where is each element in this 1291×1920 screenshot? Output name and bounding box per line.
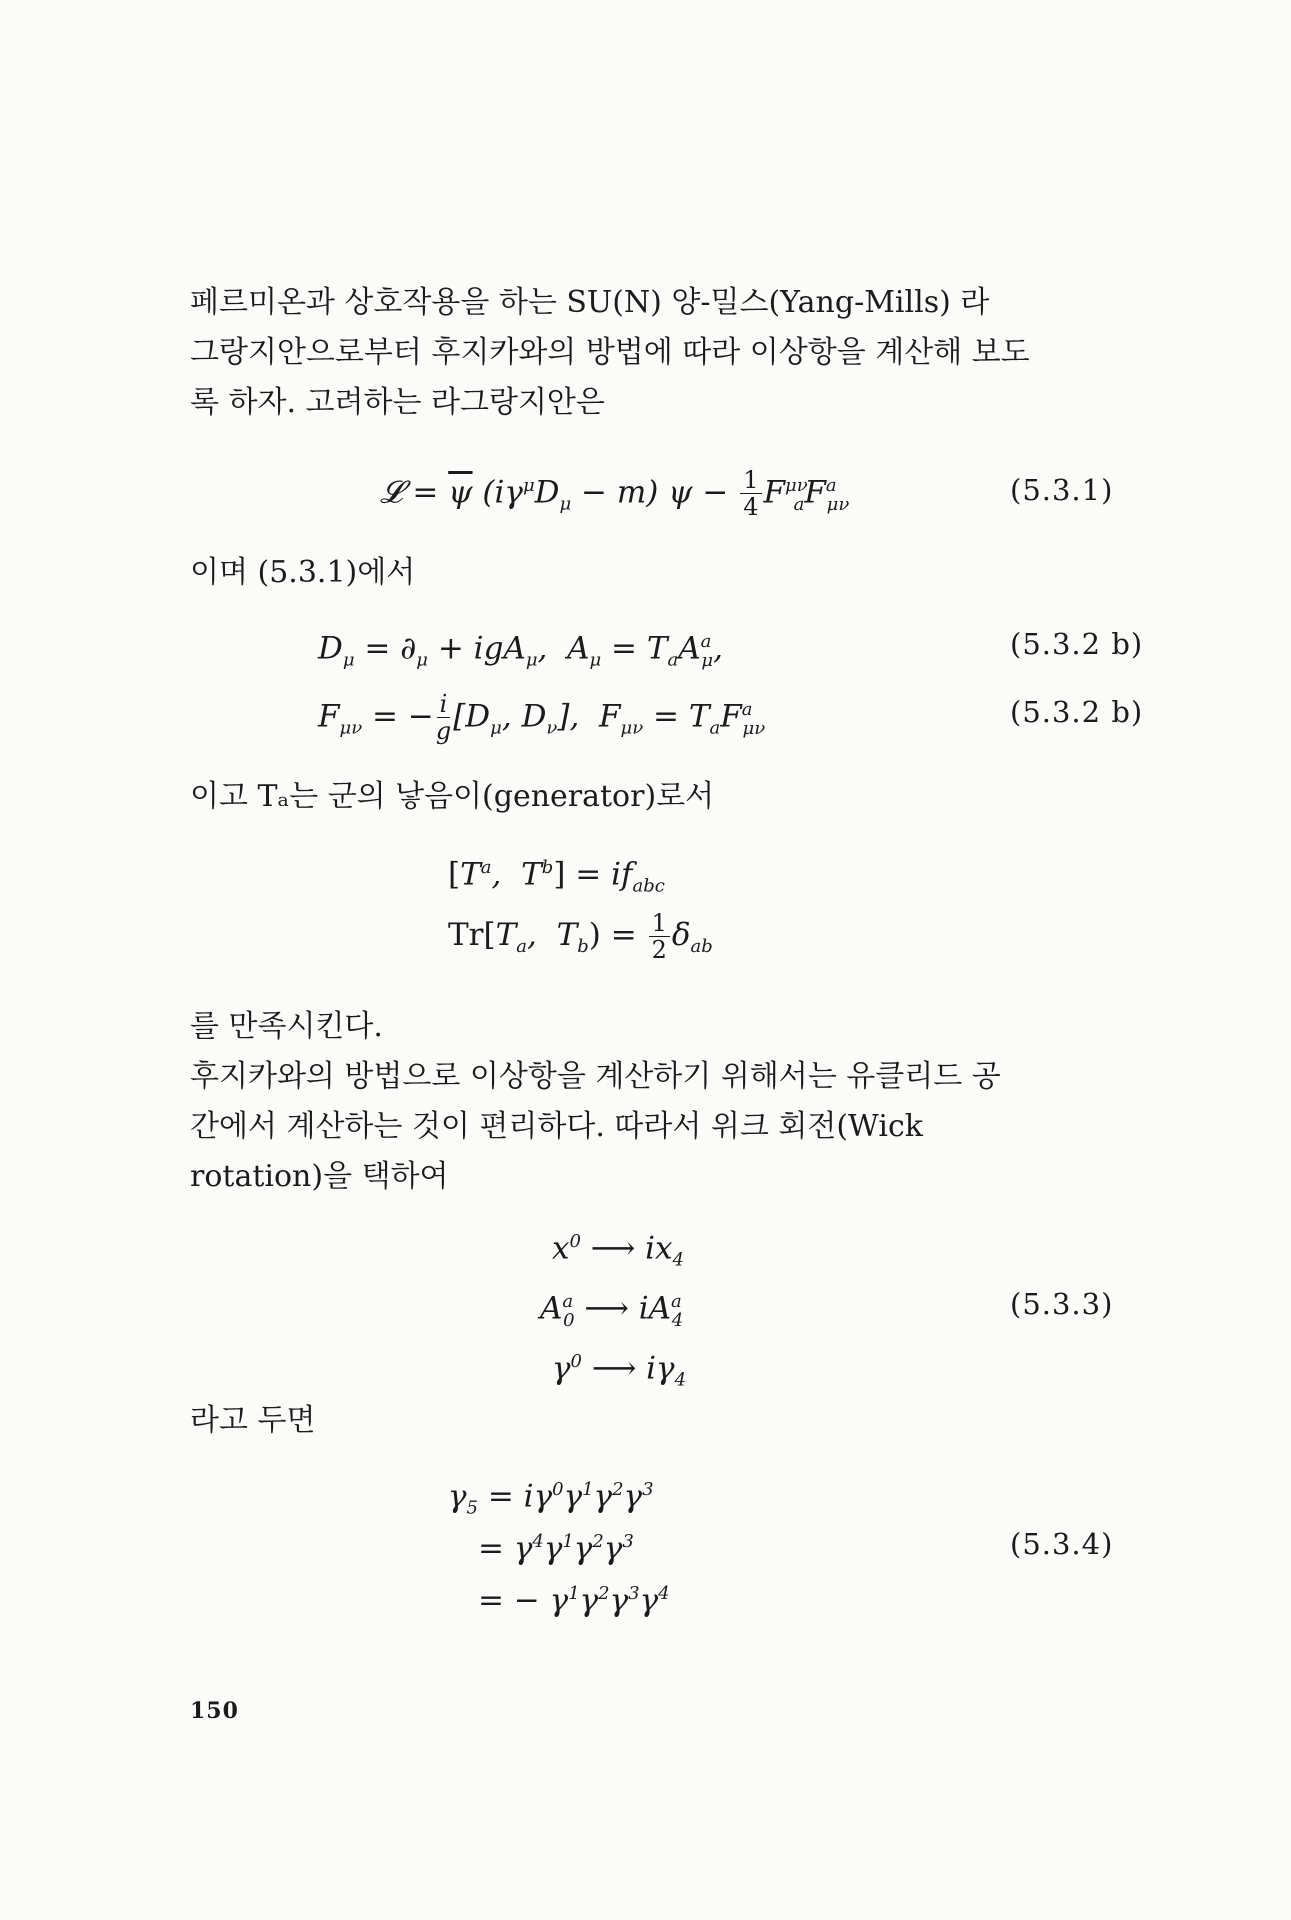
equation-5-3-3-line2: $A^a_0$ ⟶ $iA^a_4$: [540, 1290, 684, 1331]
paragraph-wick-rotation: [190, 1052, 1150, 1202]
equation-trace: $Tr[T_a$, $T_b$) = $\frac{1}{2}$ $\delta_{ab}$: [448, 909, 713, 964]
equation-5-3-3-line3: $\gamma^0$ ⟶ $i\gamma_4$: [552, 1350, 687, 1391]
equation-5-3-4-line3: = − $\gamma^1\gamma^2\gamma^3\gamma^4$: [478, 1582, 670, 1619]
text-line: 그랑지안으로부터 후지카와의 방법에 따라 이상항을 계산해 보도: [190, 335, 1030, 370]
page-number: 150: [190, 1698, 239, 1724]
paragraph: [190, 548, 1150, 598]
equation-number: (5.3.4): [1010, 1527, 1114, 1561]
text-line: 페르미온과 상호작용을 하는 SU(N) 양-밀스(Yang-Mills) 라: [190, 285, 990, 320]
equation-5-3-4-line1: $\gamma_5 = i\gamma^0\gamma^1\gamma^2\gamma^3$: [448, 1478, 654, 1519]
equation-5-3-2b: $F_{\mu\nu}$ = − $\frac{i}{g}$ [$D_\mu$, $D_\nu$], $F_{\mu\nu} = T_aF^a_{\mu\nu}$: [318, 690, 766, 746]
text-line: 록 하자. 고려하는 라그랑지안은: [190, 385, 605, 420]
text-line: 를 만족시킨다.: [190, 1009, 383, 1044]
equation-5-3-4-line2: = $\gamma^4\gamma^1\gamma^2\gamma^3$: [478, 1530, 634, 1567]
paragraph-intro: [190, 278, 1150, 428]
equation-number: (5.3.2 b): [1010, 627, 1144, 661]
text-line: 후지카와의 방법으로 이상항을 계산하기 위해서는 유클리드 공: [190, 1059, 1001, 1094]
equation-5-3-1: 𝓛 = $\overline{\psi}$ $(i\gamma^\mu D_\mu - m) \psi$ − $\frac{1}{4}$ $F^{\mu\nu}_aF^a_{\mu\nu}$: [380, 466, 850, 522]
paragraph: [190, 1002, 1150, 1052]
equation-5-3-3-line1: $x^0$ ⟶ $ix_4$: [552, 1230, 684, 1271]
equation-5-3-2a: $D_\mu = \partial_\mu + igA_\mu$, $A_\mu = T_aA^a_\mu$,: [318, 630, 723, 671]
text-line: rotation)을 택하여: [190, 1159, 449, 1194]
text-line: 이며 (5.3.1)에서: [190, 555, 416, 590]
equation-number: (5.3.2 b): [1010, 695, 1144, 729]
text-line: 라고 두면: [190, 1403, 316, 1438]
equation-commutator: [$T^a$, $T^b] = if_{abc}$: [448, 856, 665, 897]
text-line: 이고 Tₐ는 군의 낳음이(generator)로서: [190, 779, 715, 814]
equation-number: (5.3.3): [1010, 1287, 1114, 1321]
text-line: 간에서 계산하는 것이 편리하다. 따라서 위크 회전(Wick: [190, 1109, 923, 1144]
paragraph: [190, 772, 1150, 822]
equation-number: (5.3.1): [1010, 473, 1114, 507]
paragraph: [190, 1396, 1150, 1446]
